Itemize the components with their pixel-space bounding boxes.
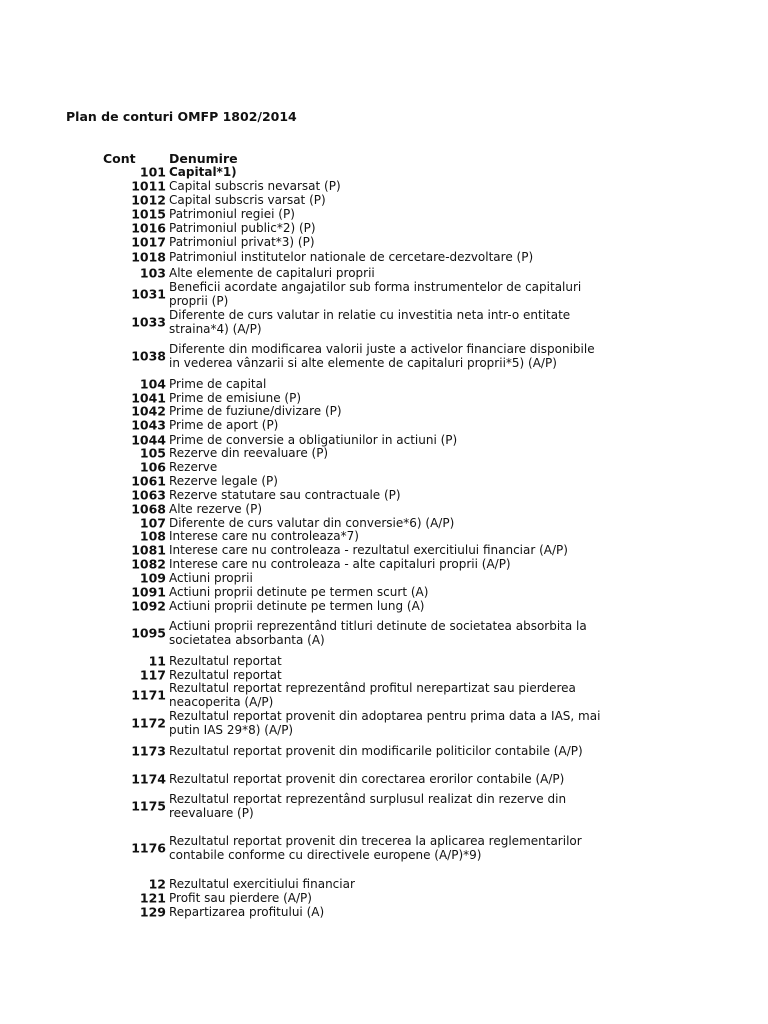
- document-title: Plan de conturi OMFP 1802/2014: [66, 109, 297, 124]
- account-code: 1081: [131, 542, 166, 558]
- account-code: 1017: [131, 234, 166, 250]
- account-name: Repartizarea profitului (A): [169, 905, 325, 919]
- account-name: Rezultatul reportat: [169, 654, 282, 668]
- account-name: Prime de aport (P): [169, 418, 279, 432]
- account-name: Patrimoniul public*2) (P): [169, 221, 316, 235]
- account-name: Interese care nu controleaza - alte capitaluri proprii (A/P): [169, 557, 511, 571]
- account-name: Patrimoniul privat*3) (P): [169, 235, 315, 249]
- account-name: Prime de conversie a obligatiunilor in actiuni (P): [169, 433, 458, 447]
- account-code: 1091: [131, 584, 166, 600]
- account-name: Patrimoniul regiei (P): [169, 207, 295, 221]
- account-name: Alte elemente de capitaluri proprii: [169, 266, 375, 280]
- account-code: 101: [139, 164, 166, 180]
- account-code: 107: [139, 515, 166, 531]
- account-code: 1172: [131, 715, 166, 731]
- account-code: 1061: [131, 473, 166, 489]
- account-name: Prime de fuziune/divizare (P): [169, 404, 342, 418]
- account-name: Rezultatul reportat reprezentând profitul nerepartizat sau pierderea neacoperita (A/P): [169, 681, 576, 709]
- account-name: Capital*1): [169, 165, 237, 179]
- account-code: 1018: [131, 249, 166, 265]
- account-code: 1175: [131, 798, 166, 814]
- account-code: 104: [139, 376, 166, 392]
- account-name: Prime de capital: [169, 377, 267, 391]
- account-code: 103: [139, 265, 166, 281]
- account-name: Rezultatul exercitiului financiar: [169, 877, 355, 891]
- account-code: 1043: [131, 417, 166, 433]
- account-code: 11: [148, 653, 166, 669]
- account-name: Interese care nu controleaza - rezultatul exercitiului financiar (A/P): [169, 543, 568, 557]
- account-code: 1068: [131, 501, 166, 517]
- account-name: Diferente de curs valutar in relatie cu investitia neta intr-o entitate straina*4) (A/P): [169, 308, 571, 336]
- account-code: 1173: [131, 743, 166, 759]
- account-code: 129: [139, 904, 166, 920]
- account-name: Profit sau pierdere (A/P): [169, 891, 312, 905]
- account-name: Interese care nu controleaza*7): [169, 529, 359, 543]
- account-code: 106: [139, 459, 166, 475]
- account-code: 1041: [131, 390, 166, 406]
- account-code: 117: [139, 667, 166, 683]
- account-name: Diferente de curs valutar din conversie*6) (A/P): [169, 516, 455, 530]
- account-name: Beneficii acordate angajatilor sub forma instrumentelor de capitaluri proprii (P): [169, 280, 582, 308]
- account-name: Rezerve din reevaluare (P): [169, 446, 329, 460]
- account-code: 1171: [131, 687, 166, 703]
- account-code: 1031: [131, 286, 166, 302]
- account-name: Rezultatul reportat provenit din adoptarea pentru prima data a IAS, mai putin IAS 29*8) (A/P): [169, 709, 601, 737]
- account-name: Actiuni proprii reprezentând titluri detinute de societatea absorbita la societatea absorbanta (A): [169, 619, 587, 647]
- account-code: 1033: [131, 314, 166, 330]
- account-name: Actiuni proprii detinute pe termen scurt (A): [169, 585, 429, 599]
- account-name: Rezultatul reportat reprezentând surplusul realizat din rezerve din reevaluare (P): [169, 792, 567, 820]
- account-name: Prime de emisiune (P): [169, 391, 301, 405]
- account-code: 1038: [131, 348, 166, 364]
- account-name: Rezultatul reportat provenit din modificarile politicilor contabile (A/P): [169, 744, 583, 758]
- account-code: 108: [139, 528, 166, 544]
- account-code: 12: [148, 876, 166, 892]
- account-code: 1082: [131, 556, 166, 572]
- account-code: 1063: [131, 487, 166, 503]
- account-code: 1012: [131, 192, 166, 208]
- account-code: 1176: [131, 840, 166, 856]
- account-code: 1011: [131, 178, 166, 194]
- account-code: 109: [139, 570, 166, 586]
- account-name: Alte rezerve (P): [169, 502, 263, 516]
- account-name: Rezerve statutare sau contractuale (P): [169, 488, 401, 502]
- account-name: Patrimoniul institutelor nationale de cercetare-dezvoltare (P): [169, 250, 534, 264]
- account-code: 105: [139, 445, 166, 461]
- account-name: Actiuni proprii: [169, 571, 253, 585]
- account-name: Rezultatul reportat provenit din corectarea erorilor contabile (A/P): [169, 772, 565, 786]
- account-name: Rezultatul reportat provenit din trecerea la aplicarea reglementarilor contabile conforme cu directivele europene (A/P)*9): [169, 834, 582, 862]
- column-header-name: Denumire: [169, 151, 238, 166]
- account-name: Rezultatul reportat: [169, 668, 282, 682]
- account-name: Rezerve: [169, 460, 218, 474]
- account-code: 1095: [131, 625, 166, 641]
- account-code: 1044: [131, 432, 166, 448]
- account-code: 1042: [131, 403, 166, 419]
- account-code: 1092: [131, 598, 166, 614]
- account-name: Actiuni proprii detinute pe termen lung (A): [169, 599, 425, 613]
- account-code: 1016: [131, 220, 166, 236]
- account-name: Capital subscris varsat (P): [169, 193, 326, 207]
- account-code: 121: [139, 890, 166, 906]
- account-name: Capital subscris nevarsat (P): [169, 179, 341, 193]
- account-name: Rezerve legale (P): [169, 474, 278, 488]
- account-name: Diferente din modificarea valorii juste a activelor financiare disponibile in vederea vânzarii si alte elemente de capitaluri proprii*5) (A/P): [169, 342, 595, 370]
- column-header-code: Cont: [103, 151, 136, 166]
- account-code: 1174: [131, 771, 166, 787]
- account-code: 1015: [131, 206, 166, 222]
